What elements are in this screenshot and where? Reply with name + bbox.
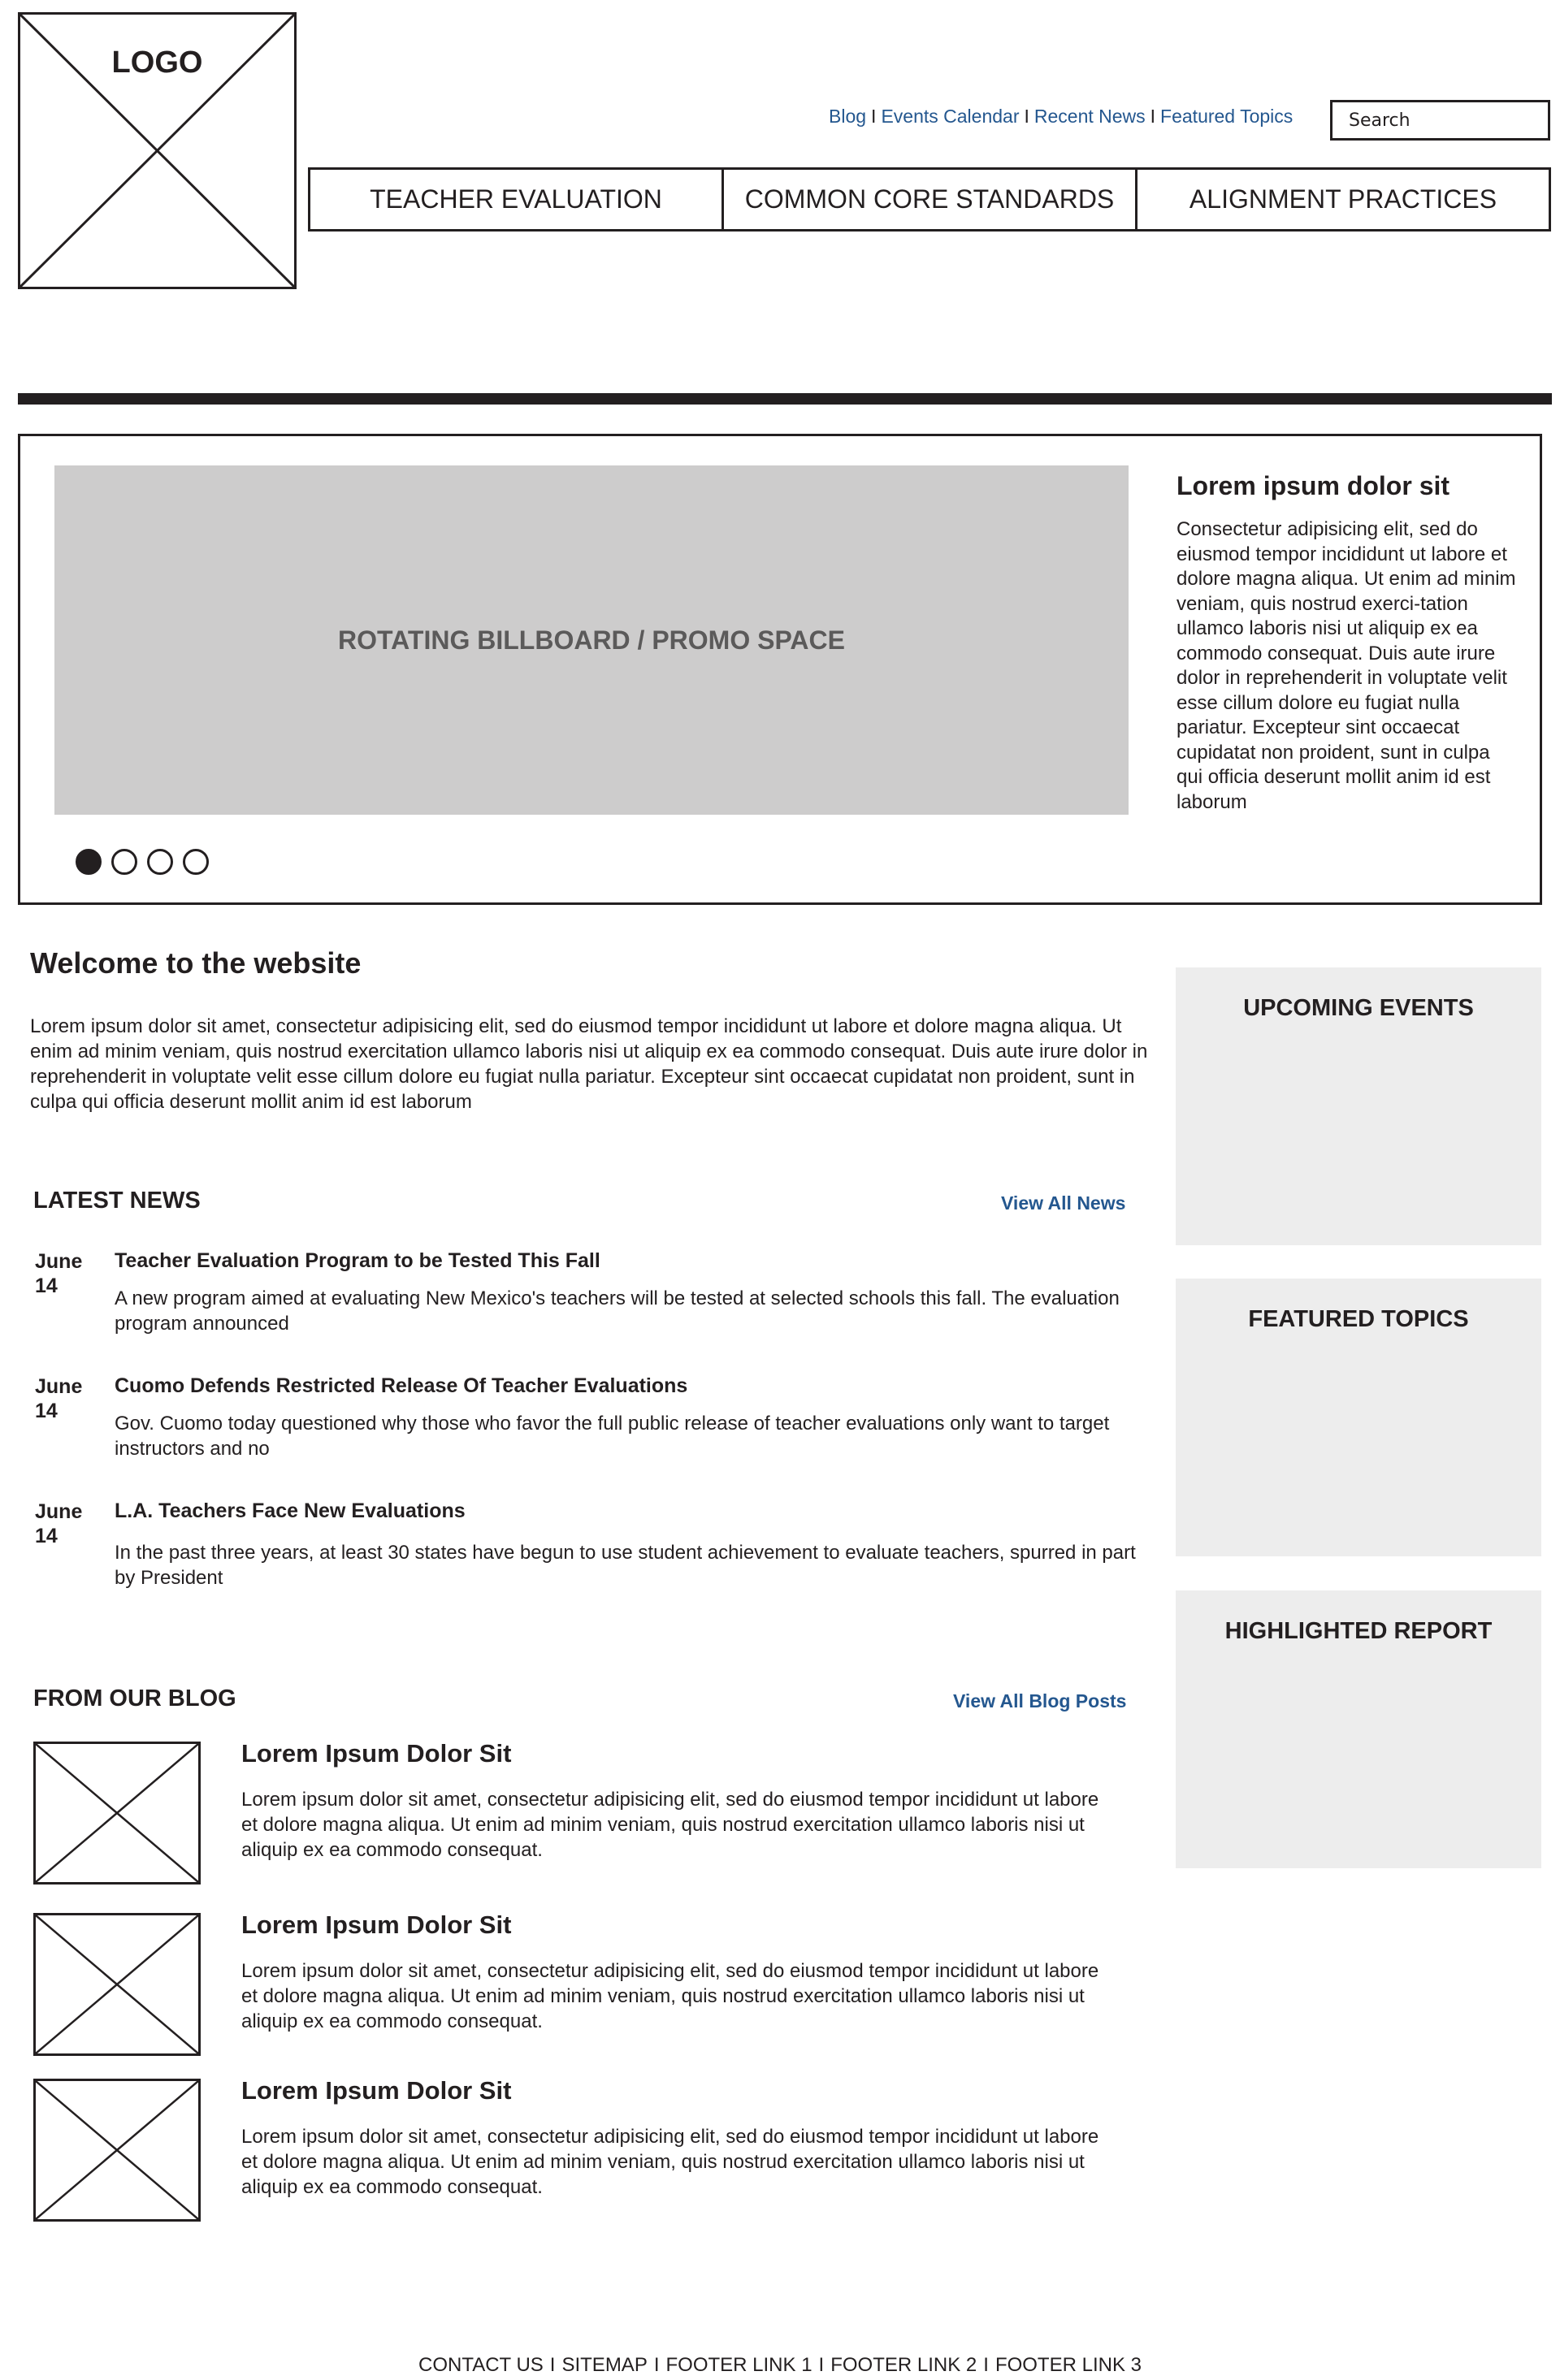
link-separator: I [1150,106,1156,127]
link-separator: I [871,106,877,127]
view-all-news-link[interactable]: View All News [1001,1192,1126,1214]
image-placeholder-icon [36,1744,198,1882]
news-month: June [35,1500,83,1523]
highlighted-report-box[interactable] [1176,1590,1541,1868]
blog-post-title[interactable]: Lorem Ipsum Dolor Sit [241,1910,512,1939]
news-title[interactable]: L.A. Teachers Face New Evaluations [115,1499,466,1522]
blog-thumbnail[interactable] [33,2079,201,2222]
link-separator: I [1024,106,1029,127]
blog-thumbnail[interactable] [33,1913,201,2056]
nav-item-common-core-standards[interactable]: COMMON CORE STANDARDS [724,170,1138,229]
promo-title: Lorem ipsum dolor sit [1176,471,1450,500]
news-summary: In the past three years, at least 30 states have begun to use student achievement to evaluate teachers, spurred in part by President [115,1542,1136,1589]
slide-dot-4[interactable] [183,849,209,875]
footer-sitemap-link[interactable]: SITEMAP [561,2354,648,2376]
view-all-blog-posts-link[interactable]: View All Blog Posts [953,1690,1127,1711]
news-day: 14 [35,1525,58,1547]
news-month: June [35,1250,83,1273]
news-day: 14 [35,1274,58,1297]
header-divider [18,393,1552,405]
highlighted-report-heading: HIGHLIGHTED REPORT [1224,1618,1493,1644]
blog-post-excerpt: Lorem ipsum dolor sit amet, consectetur adipisicing elit, sed do eiusmod tempor incididunt ut labore et dolore magna aliqua. Ut enim ad minim veniam, quis nostrud exercitation ullamco laboris nisi ut aliquip ex ea commodo consequat. [241,1960,1099,2032]
image-placeholder-icon [36,2081,198,2219]
blog-post-title[interactable]: Lorem Ipsum Dolor Sit [241,2076,512,2105]
news-date [35,1249,92,1298]
main-nav [308,167,1551,232]
news-date [35,1374,92,1423]
footer [0,2354,1560,2377]
blog-post [33,2076,1099,2222]
slide-dot-3[interactable] [147,849,173,875]
blog-post-title[interactable]: Lorem Ipsum Dolor Sit [241,1739,512,1768]
slide-dot-2[interactable] [111,849,137,875]
welcome-title: Welcome to the website [30,946,362,980]
news-day: 14 [35,1400,58,1422]
latest-news-heading: LATEST NEWS [33,1188,201,1214]
blog-post-excerpt: Lorem ipsum dolor sit amet, consectetur adipisicing elit, sed do eiusmod tempor incididunt ut labore et dolore magna aliqua. Ut enim ad minim veniam, quis nostrud exercitation ullamco laboris nisi ut aliquip ex ea commodo consequat. [241,1789,1099,1861]
blog-post-excerpt: Lorem ipsum dolor sit amet, consectetur adipisicing elit, sed do eiusmod tempor incididunt ut labore et dolore magna aliqua. Ut enim ad minim veniam, quis nostrud exercitation ullamco laboris nisi ut aliquip ex ea commodo consequat. [241,2126,1099,2198]
blog-heading: FROM OUR BLOG [33,1685,236,1711]
blog-link[interactable]: Blog [829,106,867,127]
footer-link-1[interactable]: FOOTER LINK 1 [665,2354,812,2376]
logo-placeholder[interactable] [18,12,297,289]
search-input[interactable] [1330,100,1550,141]
news-title[interactable]: Teacher Evaluation Program to be Tested This Fall [115,1249,600,1272]
footer-contact-us-link[interactable]: CONTACT US [418,2354,544,2376]
footer-separator: I [549,2354,556,2376]
promo-description [1176,471,1518,815]
news-month: June [35,1375,83,1398]
footer-separator: I [653,2354,660,2376]
footer-separator: I [983,2354,989,2376]
promo-space[interactable]: ROTATING BILLBOARD / PROMO SPACE [54,465,1129,815]
featured-topics-box[interactable] [1176,1279,1541,1556]
utility-nav [829,106,1293,128]
promo-text: Consectetur adipisicing elit, sed do eiusmod tempor incididunt ut labore et dolore magna aliqua. Ut enim ad minim veniam, quis nostrud exerci-tation ullamco laboris nisi ut aliquip ex ea commodo consequat. Duis aute irure dolor in reprehenderit in voluptate velit esse cillum dolore eu fugiat nulla pariatur. Excepteur sint occaecat cupidatat non proident, sunt in culpa qui officia deserunt mollit anim id est laborum [1176,518,1516,813]
image-placeholder-icon [36,1915,198,2053]
featured-topics-heading: FEATURED TOPICS [1248,1306,1469,1332]
footer-link-3[interactable]: FOOTER LINK 3 [994,2354,1142,2376]
logo-text: LOGO [111,45,203,80]
recent-news-link[interactable]: Recent News [1034,106,1146,127]
featured-topics-link[interactable]: Featured Topics [1160,106,1294,127]
footer-link-2[interactable]: FOOTER LINK 2 [830,2354,977,2376]
upcoming-events-heading: UPCOMING EVENTS [1243,995,1474,1021]
news-title[interactable]: Cuomo Defends Restricted Release Of Teacher Evaluations [115,1374,688,1397]
slide-indicators [76,849,209,875]
nav-item-alignment-practices[interactable]: ALIGNMENT PRACTICES [1189,184,1497,214]
billboard [18,434,1542,905]
events-calendar-link[interactable]: Events Calendar [881,106,1020,127]
news-summary: Gov. Cuomo today questioned why those who favor the full public release of teacher evaluations only want to target instructors and no [115,1413,1110,1460]
blog-post [33,1910,1099,2056]
upcoming-events-box[interactable] [1176,967,1541,1245]
slide-dot-1[interactable] [76,849,102,875]
blog-thumbnail[interactable] [33,1742,201,1885]
news-date [35,1499,92,1548]
welcome-body: Lorem ipsum dolor sit amet, consectetur adipisicing elit, sed do eiusmod tempor incididunt ut labore et dolore magna aliqua. Ut enim ad minim veniam, quis nostrud exercitation ullamco laboris nisi ut aliquip ex ea commodo consequat. Duis aute irure dolor in reprehenderit in voluptate velit esse cillum dolore eu fugiat nulla pariatur. Excepteur sint occaecat cupidatat non proident, sunt in culpa qui officia deserunt mollit anim id est laborum [30,1015,1148,1113]
footer-separator: I [818,2354,825,2376]
nav-item-teacher-evaluation[interactable]: TEACHER EVALUATION [310,170,724,229]
blog-post [33,1739,1099,1885]
news-summary: A new program aimed at evaluating New Mexico's teachers will be tested at selected schools this fall. The evaluation program announced [115,1287,1120,1335]
